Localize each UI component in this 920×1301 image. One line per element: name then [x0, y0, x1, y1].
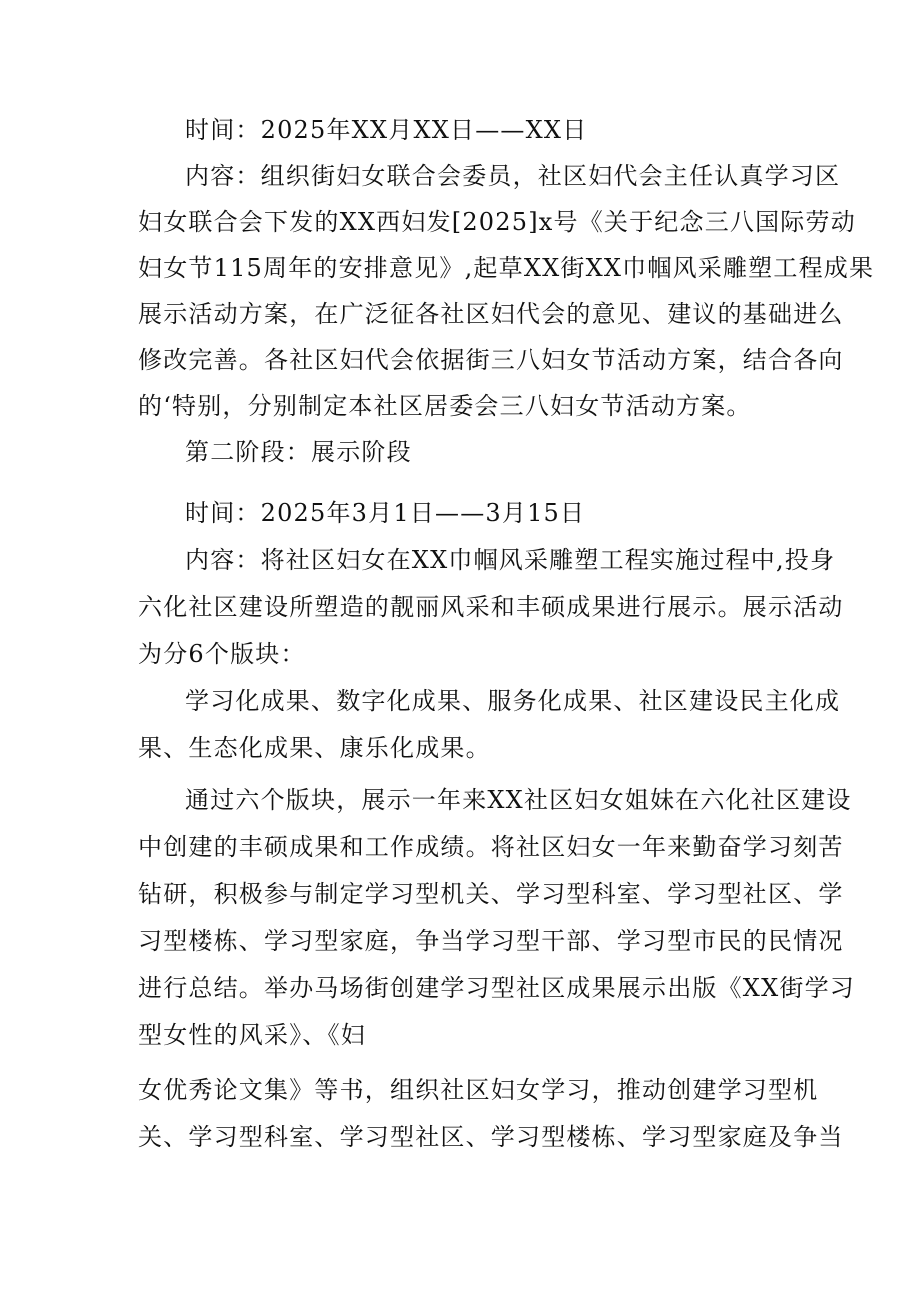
text-line: 的‘特别，分别制定本社区居委会三八妇女节活动方案。: [138, 392, 752, 420]
text-line: 关、学习型科室、学习型社区、学习型楼栋、学习型家庭及争当: [138, 1123, 844, 1151]
text-line: 型女性的风采》、《妇: [138, 1021, 366, 1049]
text-line: 中创建的丰硕成果和工作成绩。将社区妇女一年来勤奋学习刻苦: [138, 833, 844, 861]
text-line: 进行总结。举办马场街创建学习型社区成果展示出版《XX街学习: [138, 974, 855, 1002]
text-line: 六化社区建设所塑造的靓丽风采和丰硕成果进行展示。展示活动: [138, 593, 844, 621]
text-line: 内容：将社区妇女在XX巾帼风采雕塑工程实施过程中,投身: [185, 546, 836, 574]
text-line: 时间：2025年3月1日——3月15日: [185, 499, 586, 527]
section-heading: 第二阶段：展示阶段: [185, 438, 412, 466]
text-line: 妇女联合会下发的XX西妇发[2025]x号《关于纪念三八国际劳动: [138, 208, 856, 236]
text-line: 展示活动方案，在广泛征各社区妇代会的意见、建议的基础进么: [138, 300, 844, 328]
text-line: 果、生态化成果、康乐化成果。: [138, 734, 491, 762]
text-line: 通过六个版块，展示一年来XX社区妇女姐妹在六化社区建设: [185, 786, 852, 814]
text-line: 时间：2025年XX月XX日——XX日: [185, 116, 588, 144]
text-line: 妇女节115周年的安排意见》,起草XX街XX巾帼风采雕塑工程成果: [138, 254, 875, 282]
text-line: 为分6个版块：: [138, 640, 306, 668]
text-line: 修改完善。各社区妇代会依据街三八妇女节活动方案，结合各向: [138, 346, 844, 374]
text-line: 学习化成果、数字化成果、服务化成果、社区建设民主化成: [185, 687, 841, 715]
text-line: 女优秀论文集》等书，组织社区妇女学习，推动创建学习型机: [138, 1076, 819, 1104]
text-line: 钻研，积极参与制定学习型机关、学习型科室、学习型社区、学: [138, 880, 844, 908]
text-line: 习型楼栋、学习型家庭，争当学习型干部、学习型市民的民情况: [138, 927, 844, 955]
text-line: 内容：组织街妇女联合会委员，社区妇代会主任认真学习区: [185, 162, 841, 190]
